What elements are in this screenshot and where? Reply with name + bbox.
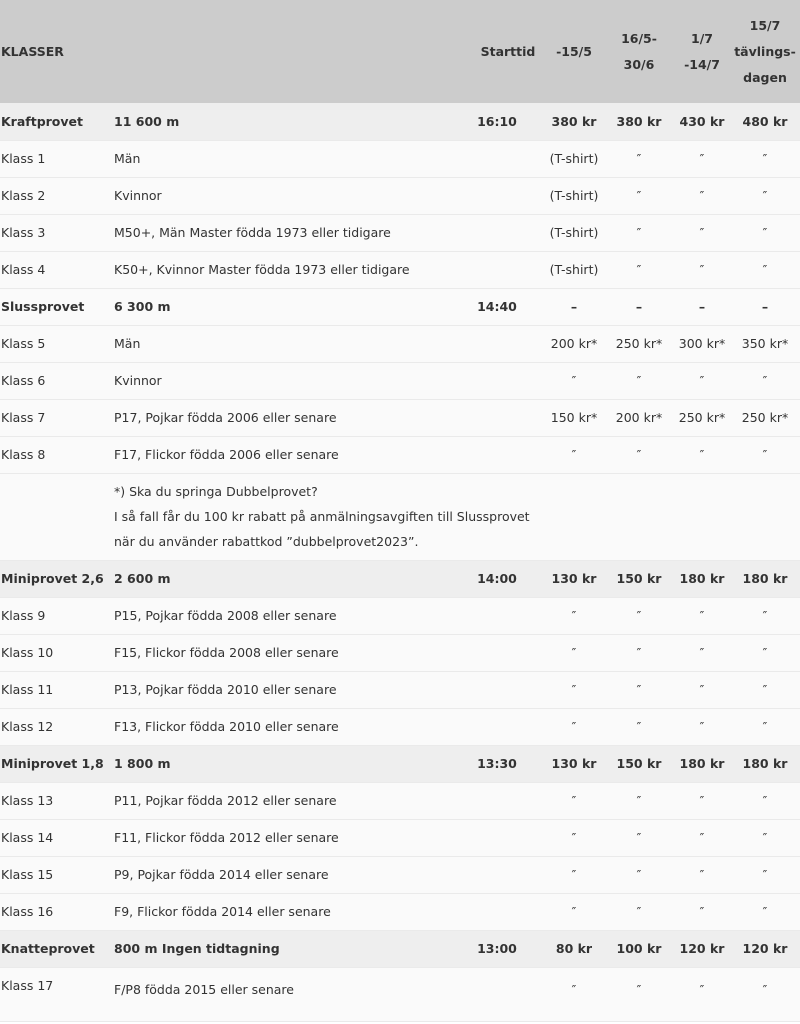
price-cell: ″ [636,981,642,997]
class-description: F15, Flickor födda 2008 eller senare [114,645,339,660]
class-description: 800 m Ingen tidtagning [114,941,280,956]
start-time: 14:40 [477,299,517,314]
class-description: Kvinnor [114,373,162,388]
price-cell: ″ [762,225,768,240]
header-period-4 [730,0,800,103]
table-row [0,597,800,634]
price-cell: ″ [636,151,642,166]
class-name: Klass 2 [1,188,46,203]
price-cell: ″ [699,830,705,845]
price-cell: 150 kr [616,571,662,586]
header-period-4-line: tävlings- [734,43,796,59]
class-name: Klass 13 [1,793,54,808]
class-name: Klass 6 [1,373,46,388]
price-cell: ″ [571,719,577,734]
note-line: när du använder rabattkod ”dubbelprovet2023”. [114,534,419,549]
price-cell: ″ [636,373,642,388]
header-period-3-line: -14/7 [684,56,720,72]
start-time [472,671,544,708]
price-cell: 200 kr* [615,410,663,425]
price-cell: 180 kr [679,571,725,586]
price-cell: ″ [636,682,642,697]
note-row [0,473,800,560]
class-name: Klass 16 [1,904,54,919]
price-cell: ″ [762,262,768,277]
class-name: Klass 5 [1,336,46,351]
start-time [472,325,544,362]
table-row [0,967,800,1021]
price-cell: 180 kr [742,756,788,771]
class-name: Klass 1 [1,151,46,166]
price-cell: ″ [699,682,705,697]
class-description: 6 300 m [114,299,171,314]
class-name: Klass 8 [1,447,46,462]
start-time: 14:00 [477,571,517,586]
price-cell: ″ [571,793,577,808]
class-description: P15, Pojkar födda 2008 eller senare [114,608,337,623]
class-name: Klass 14 [1,830,54,845]
class-description: M50+, Män Master födda 1973 eller tidigare [114,225,391,240]
price-cell: ″ [762,608,768,623]
price-cell: ″ [699,225,705,240]
class-name: Miniprovet 2,6 [1,571,104,586]
category-row [0,288,800,325]
table-header-row [0,0,800,103]
price-cell: ″ [699,867,705,882]
price-cell: ″ [762,447,768,462]
class-name: Klass 10 [1,645,54,660]
header-period-3 [674,0,730,103]
price-cell: ″ [762,867,768,882]
price-cell: – [570,299,578,314]
price-cell: ″ [571,447,577,462]
price-cell: ″ [699,981,705,997]
price-cell: ″ [636,608,642,623]
start-time [472,362,544,399]
price-cell: ″ [699,645,705,660]
table-row [0,671,800,708]
price-cell: ″ [762,682,768,697]
class-description: F17, Flickor födda 2006 eller senare [114,447,339,462]
price-cell: ″ [636,262,642,277]
start-time [472,399,544,436]
class-description: Män [114,151,141,166]
price-cell: ″ [636,447,642,462]
category-row [0,103,800,140]
class-name: Knatteprovet [1,941,95,956]
price-cell: ″ [571,373,577,388]
price-cell: (T-shirt) [549,188,599,203]
class-description: K50+, Kvinnor Master födda 1973 eller tidigare [114,262,410,277]
price-cell: ″ [571,608,577,623]
note-cell [114,473,800,560]
class-description: P9, Pojkar födda 2014 eller senare [114,867,329,882]
class-name: Kraftprovet [1,113,84,129]
table-row [0,325,800,362]
price-cell: 380 kr [551,113,597,129]
start-time [472,856,544,893]
class-description: F13, Flickor födda 2010 eller senare [114,719,339,734]
price-cell: (T-shirt) [549,225,599,240]
header-period-2 [604,0,674,103]
start-time [472,251,544,288]
class-description: P17, Pojkar födda 2006 eller senare [114,410,337,425]
price-cell: ″ [571,867,577,882]
price-cell: ″ [762,793,768,808]
price-cell: ″ [762,645,768,660]
class-name: Klass 15 [1,867,54,882]
price-cell: 100 kr [616,941,662,956]
price-cell: ″ [636,793,642,808]
header-period-3-line: 1/7 [691,30,713,46]
start-time [472,708,544,745]
category-row [0,745,800,782]
price-cell: 380 kr [616,113,662,129]
class-description: P13, Pojkar födda 2010 eller senare [114,682,337,697]
note-line: *) Ska du springa Dubbelprovet? [114,484,318,499]
table-row [0,819,800,856]
header-description [114,0,472,103]
start-time: 13:00 [477,941,517,956]
category-row [0,560,800,597]
price-cell: ″ [762,373,768,388]
header-starttid: Starttid [480,43,536,59]
header-klasser: KLASSER [1,43,64,59]
price-cell: ″ [699,262,705,277]
price-cell: 120 kr [742,941,788,956]
header-period-2-line: 16/5- [621,30,657,46]
start-time [472,597,544,634]
table-row [0,856,800,893]
start-time [472,782,544,819]
class-name: Klass 12 [1,719,54,734]
table-row [0,634,800,671]
header-period-4-line: 15/7 [749,17,781,33]
price-cell: 200 kr* [550,336,598,351]
table-row [0,362,800,399]
price-cell: ″ [762,151,768,166]
header-period-4-line: dagen [743,69,787,85]
start-time [472,967,544,1021]
price-cell: 300 kr* [678,336,726,351]
price-cell: ″ [699,608,705,623]
note-line: I så fall får du 100 kr rabatt på anmälningsavgiften till Slussprovet [114,509,530,524]
header-period-1 [544,0,604,103]
price-cell: 130 kr [551,756,597,771]
start-time [472,214,544,251]
price-cell: ″ [762,188,768,203]
price-cell: ″ [636,188,642,203]
price-cell: 130 kr [551,571,597,586]
price-cell: – [761,299,769,314]
class-name: Miniprovet 1,8 [1,756,104,771]
price-cell: ″ [636,867,642,882]
price-cell: 480 kr [742,113,788,129]
price-cell: ″ [699,793,705,808]
class-description: 1 800 m [114,756,171,771]
price-cell: ″ [636,645,642,660]
start-time: 16:10 [477,113,517,129]
price-cell: (T-shirt) [549,262,599,277]
table-row [0,399,800,436]
price-cell: ″ [762,981,768,997]
price-cell: 150 kr [616,756,662,771]
price-cell: 250 kr* [615,336,663,351]
table-body [0,103,800,1021]
table-row [0,251,800,288]
table-row [0,708,800,745]
price-cell: ″ [571,830,577,845]
price-cell: 350 kr* [741,336,789,351]
price-cell: ″ [762,904,768,919]
price-cell: 150 kr* [550,410,598,425]
start-time [472,893,544,930]
price-cell: ″ [571,981,577,997]
price-cell: ″ [636,904,642,919]
price-cell: ″ [571,645,577,660]
class-name: Klass 17 [1,977,54,993]
price-cell: ″ [571,682,577,697]
price-cell: ″ [636,830,642,845]
price-cell: ″ [699,151,705,166]
class-description: Män [114,336,141,351]
price-cell: ″ [571,904,577,919]
price-cell: 180 kr [679,756,725,771]
table-row [0,214,800,251]
start-time: 13:30 [477,756,517,771]
table-row [0,893,800,930]
price-cell: ″ [636,719,642,734]
category-row [0,930,800,967]
class-description: F11, Flickor födda 2012 eller senare [114,830,339,845]
class-name: Klass 11 [1,682,54,697]
price-cell: ″ [699,719,705,734]
class-description: F9, Flickor födda 2014 eller senare [114,904,331,919]
class-name: Klass 7 [1,410,46,425]
class-description: 11 600 m [114,113,180,129]
table-row [0,140,800,177]
start-time [472,177,544,214]
price-cell: ″ [699,447,705,462]
price-cell: ″ [636,225,642,240]
table-row [0,782,800,819]
header-period-2-line: 30/6 [623,56,655,72]
price-cell: ″ [699,904,705,919]
class-name: Slussprovet [1,299,85,314]
table-row [0,177,800,214]
header-period-1-line: -15/5 [556,43,592,59]
table-row [0,436,800,473]
class-description: F/P8 födda 2015 eller senare [114,981,294,997]
class-name: Klass 4 [1,262,46,277]
price-cell: – [698,299,706,314]
price-cell: ″ [762,719,768,734]
discount-note [114,479,800,554]
class-description: 2 600 m [114,571,171,586]
price-cell: 250 kr* [741,410,789,425]
price-cell: – [635,299,643,314]
class-name: Klass 3 [1,225,46,240]
price-cell: ″ [762,830,768,845]
note-spacer [0,473,114,560]
price-cell: 80 kr [555,941,593,956]
price-cell: 180 kr [742,571,788,586]
class-description: Kvinnor [114,188,162,203]
class-description: P11, Pojkar födda 2012 eller senare [114,793,337,808]
start-time [472,634,544,671]
price-cell: (T-shirt) [549,151,599,166]
start-time [472,436,544,473]
start-time [472,819,544,856]
price-cell: 430 kr [679,113,725,129]
price-cell: 250 kr* [678,410,726,425]
price-cell: ″ [699,188,705,203]
start-time [472,140,544,177]
class-name: Klass 9 [1,608,46,623]
price-cell: 120 kr [679,941,725,956]
price-cell: ″ [699,373,705,388]
